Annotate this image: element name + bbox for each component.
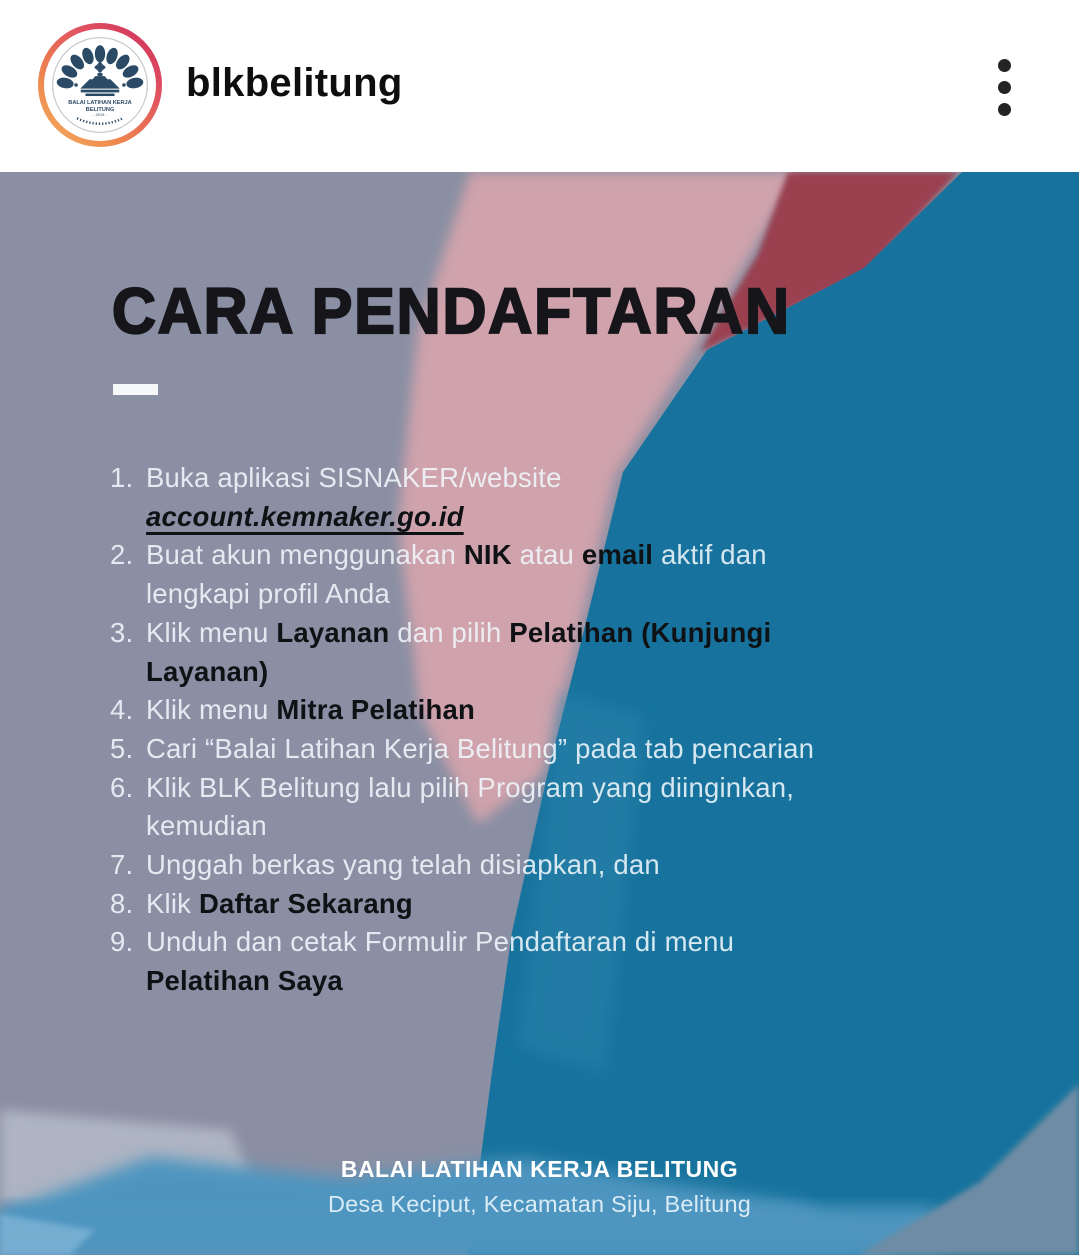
step-text-segment: email: [581, 539, 654, 571]
step-body: [146, 885, 413, 924]
step-text-segment: Layanan): [146, 655, 269, 687]
step-text-segment: Unggah berkas yang telah disiapkan, dan: [146, 849, 660, 881]
step-text-segment: Pelatihan Saya: [146, 965, 343, 997]
step-text-segment: Klik BLK Belitung lalu pilih Program yang diinginkan,: [146, 771, 795, 803]
step-item: [110, 730, 930, 769]
step-line: [146, 653, 771, 692]
step-line: [146, 614, 771, 653]
step-text-segment: Mitra Pelatihan: [276, 694, 475, 726]
step-text-segment: NIK: [463, 539, 512, 571]
step-body: [146, 730, 814, 769]
post-header: [0, 0, 1079, 172]
step-item: [110, 614, 930, 691]
step-number: 7.: [110, 849, 134, 881]
step-text-segment: account.kemnaker.go.id: [146, 500, 464, 532]
step-text-segment: Klik menu: [146, 694, 277, 726]
step-line: [146, 536, 767, 575]
step-number: 9.: [110, 926, 134, 958]
step-text-segment: kemudian: [146, 810, 267, 842]
step-item: [110, 459, 930, 536]
step-item: [110, 769, 930, 846]
step-text-segment: Klik menu: [146, 616, 277, 648]
step-body: [146, 614, 771, 691]
step-body: [146, 923, 734, 1000]
post-title: CARA PENDAFTARAN: [112, 275, 791, 347]
step-line: [146, 730, 814, 769]
step-number: 5.: [110, 732, 134, 764]
kebab-dot: [998, 103, 1011, 116]
step-item: [110, 691, 930, 730]
step-body: [146, 769, 794, 846]
step-text-segment: Cari “Balai Latihan Kerja Belitung” pada tab pencarian: [146, 732, 815, 764]
step-number: 8.: [110, 887, 134, 919]
step-line: [146, 769, 794, 808]
kebab-dot: [998, 81, 1011, 94]
profile-avatar[interactable]: [38, 23, 162, 147]
post-footer: [0, 1156, 1079, 1218]
step-number: 3.: [110, 616, 134, 648]
blk-belitung-logo: [48, 33, 152, 137]
step-line: [146, 885, 413, 924]
org-address: Desa Keciput, Kecamatan Siju, Belitung: [327, 1191, 751, 1217]
step-text-segment: Layanan: [276, 616, 390, 648]
step-body: [146, 691, 475, 730]
step-line: [146, 962, 734, 1001]
step-line: [146, 575, 767, 614]
step-body: [146, 846, 660, 885]
username[interactable]: blkbelitung: [186, 61, 403, 105]
step-line: [146, 807, 794, 846]
step-line: [146, 691, 475, 730]
step-text-segment: Buka aplikasi SISNAKER/website: [146, 462, 562, 493]
step-line: [146, 846, 660, 885]
step-text-segment: aktif dan: [653, 539, 767, 571]
step-item: [110, 846, 930, 885]
step-line: [146, 923, 734, 962]
step-text-segment: Daftar Sekarang: [198, 887, 413, 919]
steps-list: [110, 459, 930, 1001]
step-item: [110, 923, 930, 1000]
step-number: 4.: [110, 694, 134, 726]
step-line: [146, 498, 562, 537]
more-options-icon[interactable]: [989, 57, 1019, 118]
step-number: 2.: [110, 539, 134, 571]
step-text-segment: Pelatihan (Kunjungi: [509, 616, 772, 648]
step-text-segment: dan pilih: [389, 616, 510, 648]
logo-text-3: - 2019 -: [93, 112, 107, 118]
org-name: BALAI LATIHAN KERJA BELITUNG: [340, 1156, 739, 1182]
step-number: 1.: [110, 462, 134, 493]
step-line: [146, 459, 562, 498]
step-text-segment: Buat akun menggunakan: [146, 539, 464, 571]
title-underline-dash: [113, 384, 158, 395]
step-number: 6.: [110, 771, 134, 803]
step-item: [110, 885, 930, 924]
logo-text-1: BALAI LATIHAN KERJA: [68, 100, 132, 107]
step-item: [110, 536, 930, 613]
step-text-segment: Klik: [146, 887, 199, 919]
post-image[interactable]: [0, 172, 1079, 1255]
avatar-inner-ring: [44, 29, 156, 141]
step-text-segment: Unduh dan cetak Formulir Pendaftaran di menu: [146, 926, 735, 958]
step-text-segment: atau: [511, 539, 582, 571]
kebab-dot: [998, 59, 1011, 72]
step-body: [146, 536, 767, 613]
step-text-segment: lengkapi profil Anda: [146, 578, 391, 610]
step-body: [146, 459, 562, 536]
logo-text-2: BELITUNG: [85, 106, 115, 113]
